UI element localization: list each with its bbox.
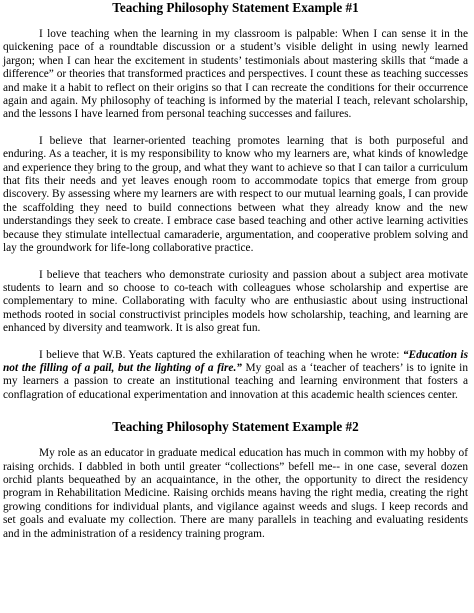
paragraph-3: I believe that teachers who demonstrate curiosity and passion about a subject area motivate students to learn and so choose to co-teach with colleagues whose scholarship and expertise are complementary to mine. Collaborating with faculty who are enthusiastic about using instructional methods rooted in social constructivist principles models how scholarship, teaching, and learning are enhanced by diversity and teamwork. It is also great fun. [3, 268, 468, 335]
paragraph-4-rest: My goal as a ‘teacher of teachers’ is to ignite in my learners a passion to create an institutional teaching and learning environment that fosters a conflagration of educational experimentation and innovation at this academic health sciences center. [3, 361, 469, 401]
paragraph-4 [3, 349, 468, 403]
paragraph-2: I believe that learner-oriented teaching promotes learning that is both purposeful and enduring. As a teacher, it is my responsibility to know who my learners are, what kinds of knowledge and experience they bring to the group, and what they want to achieve so that I can tailor a curriculum that fits their needs and yet leaves enough room to accommodate topics that emerge from group discovery. By assessing where my learners are with respect to our mutual learning goals, I can provide the scaffolding they need to build connections between what they already know and the new understandings they seek to create. I embrace case based teaching and other active learning activities because they stimulate intellectual camaraderie, argumentation, and cooperative problem solving and lay the groundwork for life-long collaborative practice. [3, 134, 468, 255]
paragraph-4-intro: I believe that W.B. Yeats captured the exhilaration of teaching when he wrote: [39, 348, 403, 361]
yeats-quote: “Education is not the filling of a pail, but the lighting of a fire.” [3, 348, 468, 374]
paragraph-1: I love teaching when the learning in my classroom is palpable: When I can sense it in the quickening pace of a roundtable discussion or a student’s visible delight in using newly learned jargon; when I can hear the excitement in students’ testimonials about mastering skills that “made a difference” or theories that transformed practices and perspectives. I count these as teaching successes and make it a habit to reflect on their origins so that I can recreate the conditions for their occurrence again and again. My philosophy of teaching is informed by the material I teach, relevant scholarship, and the lessons I have learned from personal teaching successes and failures. [3, 28, 468, 121]
paragraph-5: My role as an educator in graduate medical education has much in common with my hobby of raising orchids. I dabbled in both until greater “collections” befell me-- in one case, several dozen orchid plants bequeathed by an acquaintance, in the other, the opportunity to direct the residency program in Rehabilitation Medicine. Raising orchids means having the right media, creating the right growing conditions for individual plants, and vigilance against weeds and slugs. I keep records and set goals and evaluate my collection. There are many parallels in teaching and evaluating residents and in the administration of a residency training program. [3, 447, 468, 540]
section-title-example-2: Teaching Philosophy Statement Example #2 [112, 419, 359, 435]
section-title-example-1: Teaching Philosophy Statement Example #1 [112, 0, 359, 15]
